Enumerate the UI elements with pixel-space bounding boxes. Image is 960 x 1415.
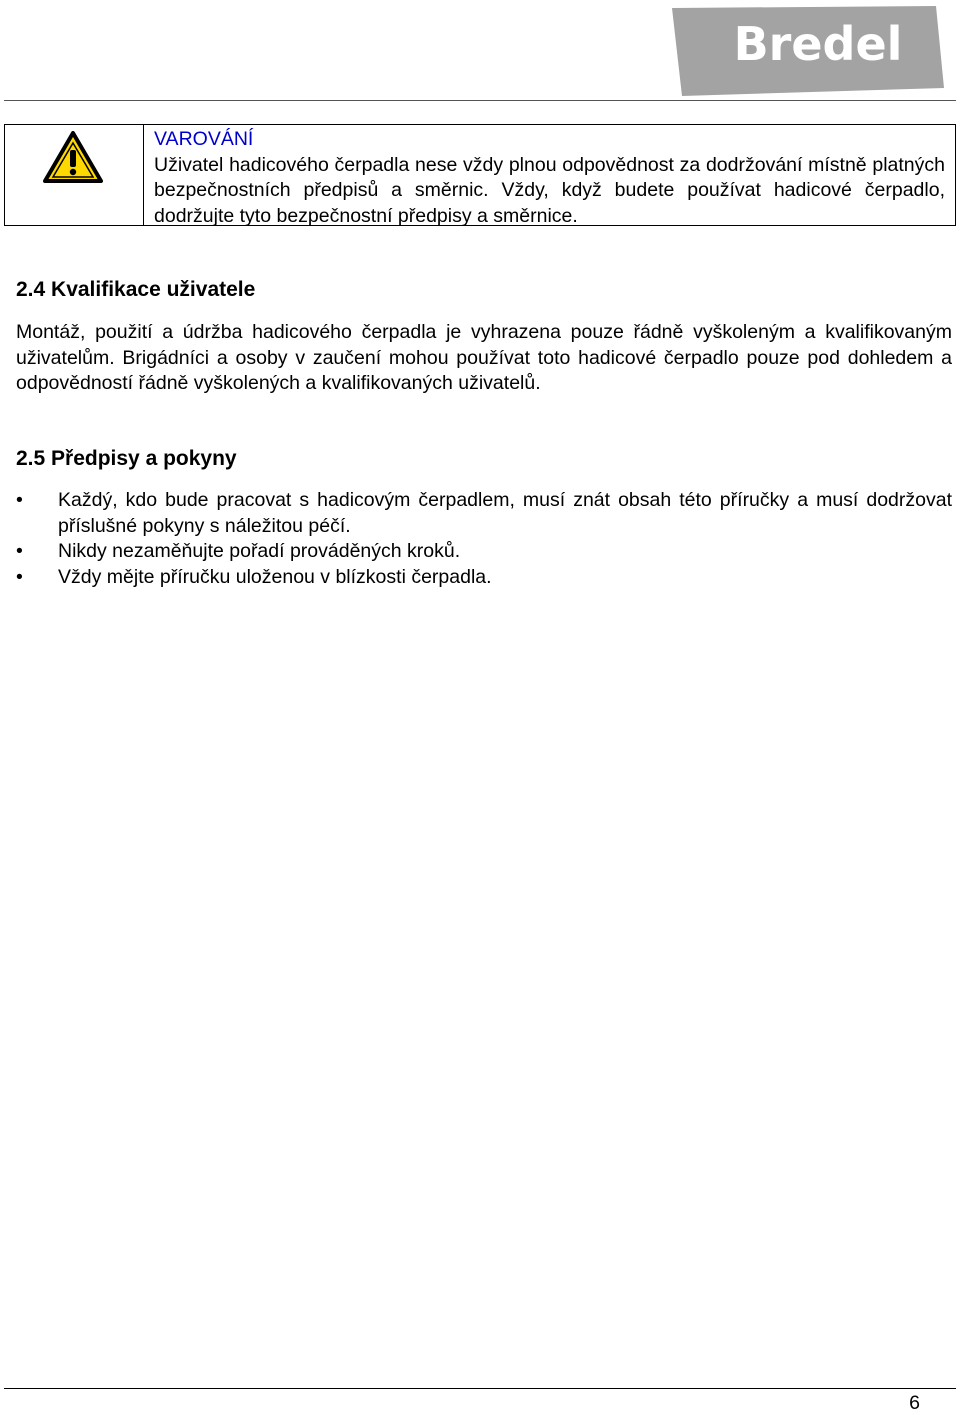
list-item bbox=[16, 565, 952, 591]
list-item-text: Každý, kdo bude pracovat s hadicovým čerpadlem, musí znát obsah této příručky a musí dodržovat příslušné pokyny s náležitou péčí. bbox=[58, 489, 952, 537]
warning-body: Uživatel hadicového čerpadla nese vždy plnou odpovědnost za dodržování místně platných bezpečnostních předpisů a směrnic. Vždy, když budete používat hadicové čerpadlo, dodržujte tyto bezpečnostní předpisy a směrnice. bbox=[154, 153, 945, 227]
warning-box bbox=[4, 124, 956, 226]
warning-icon-cell bbox=[5, 125, 144, 225]
section-2-4-heading: 2.4 Kvalifikace uživatele bbox=[16, 278, 256, 301]
list-item-text: Nikdy nezaměňujte pořadí prováděných kroků. bbox=[58, 540, 461, 562]
svg-text:Bredel: Bredel bbox=[733, 17, 903, 71]
bredel-logo bbox=[668, 6, 948, 98]
bullet-icon: • bbox=[16, 489, 23, 511]
warning-text-cell bbox=[144, 125, 955, 225]
section-2-4-paragraph: Montáž, použití a údržba hadicového čerpadla je vyhrazena pouze řádně vyškoleným a kvalifikovaným uživatelům. Brigádníci a osoby v zaučení mohou používat toto hadicové čerpadlo pouze pod dohledem a odpovědností řádně vyškolených a kvalifikovaných uživatelů. bbox=[16, 321, 952, 394]
warning-title: VAROVÁNÍ bbox=[154, 128, 254, 150]
bullet-icon: • bbox=[16, 565, 23, 588]
list-item bbox=[16, 488, 952, 539]
list-item bbox=[16, 539, 952, 565]
bullet-icon: • bbox=[16, 540, 23, 562]
section-2-5-bullet-list bbox=[16, 488, 952, 590]
footer-divider bbox=[4, 1388, 956, 1389]
header-divider bbox=[4, 100, 956, 101]
section-2-5-heading: 2.5 Předpisy a pokyny bbox=[16, 447, 237, 470]
bredel-logo-graphic bbox=[668, 6, 948, 98]
warning-triangle-icon bbox=[43, 131, 103, 183]
page-number: 6 bbox=[909, 1392, 920, 1414]
list-item-text: Vždy mějte příručku uloženou v blízkosti čerpadla. bbox=[58, 565, 492, 588]
